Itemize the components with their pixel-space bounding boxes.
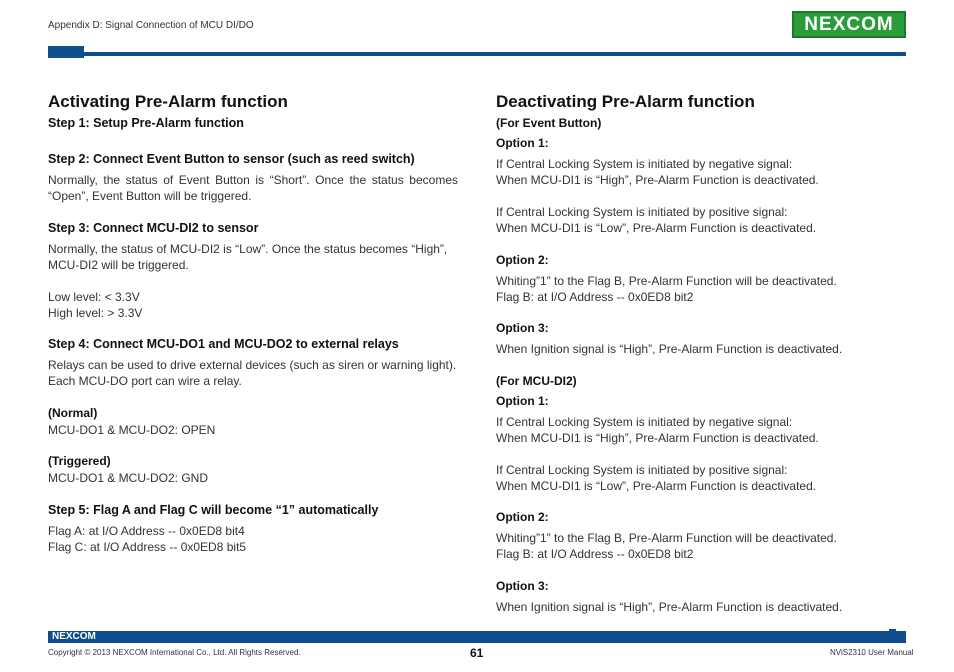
eb-option3-a: When Ignition signal is “High”, Pre-Alarm Function is deactivated. bbox=[496, 342, 843, 356]
step5-heading: Step 5: Flag A and Flag C will become “1” automatically bbox=[48, 503, 379, 517]
footer-square-icon bbox=[898, 636, 905, 643]
event-button-label: (For Event Button) bbox=[496, 116, 602, 130]
header-section-title: Appendix D: Signal Connection of MCU DI/DO bbox=[48, 20, 254, 31]
step4-text-2: Each MCU-DO port can wire a relay. bbox=[48, 374, 242, 388]
eb-option1-neg-b: When MCU-DI1 is “High”, Pre-Alarm Function is deactivated. bbox=[496, 173, 819, 187]
nexcom-logo: NEXCOM bbox=[792, 11, 906, 38]
triggered-label: (Triggered) bbox=[48, 454, 111, 468]
page-number: 61 bbox=[470, 646, 484, 660]
di2-option3-a: When Ignition signal is “High”, Pre-Alarm Function is deactivated. bbox=[496, 600, 843, 614]
deactivating-title: Deactivating Pre-Alarm function bbox=[496, 92, 755, 111]
eb-option1-pos-b: When MCU-DI1 is “Low”, Pre-Alarm Function is deactivated. bbox=[496, 221, 817, 235]
eb-option2-heading: Option 2: bbox=[496, 253, 549, 267]
copyright-text: Copyright © 2013 NEXCOM International Co., Ltd. All Rights Reserved. bbox=[48, 648, 301, 657]
eb-option1-heading: Option 1: bbox=[496, 136, 549, 150]
flag-c-text: Flag C: at I/O Address -- 0x0ED8 bit5 bbox=[48, 540, 247, 554]
eb-option2-a: Whiting”1” to the Flag B, Pre-Alarm Function will be deactivated. bbox=[496, 274, 837, 288]
step3-text: Normally, the status of MCU-DI2 is “Low”. Once the status becomes “High”, MCU-DI2 will be triggered. bbox=[48, 242, 448, 272]
header-divider bbox=[48, 52, 906, 56]
manual-name: NViS2310 User Manual bbox=[830, 648, 914, 657]
triggered-value: MCU-DO1 & MCU-DO2: GND bbox=[48, 471, 209, 485]
step2-heading: Step 2: Connect Event Button to sensor (such as reed switch) bbox=[48, 152, 415, 166]
right-column bbox=[496, 92, 916, 112]
activating-title: Activating Pre-Alarm function bbox=[48, 92, 288, 111]
footer-logo: NEXCOM bbox=[52, 631, 96, 642]
di2-option3-heading: Option 3: bbox=[496, 579, 549, 593]
footer-square-icon bbox=[889, 629, 896, 636]
step4-heading: Step 4: Connect MCU-DO1 and MCU-DO2 to external relays bbox=[48, 337, 399, 351]
di2-option1-neg-b: When MCU-DI1 is “High”, Pre-Alarm Function is deactivated. bbox=[496, 431, 819, 445]
normal-value: MCU-DO1 & MCU-DO2: OPEN bbox=[48, 423, 216, 437]
footer-bar bbox=[48, 631, 906, 643]
step3-heading: Step 3: Connect MCU-DI2 to sensor bbox=[48, 221, 259, 235]
high-level-text: High level: > 3.3V bbox=[48, 306, 143, 320]
di2-option1-pos-a: If Central Locking System is initiated by positive signal: bbox=[496, 463, 788, 477]
eb-option1-neg-a: If Central Locking System is initiated by negative signal: bbox=[496, 157, 793, 171]
left-column bbox=[48, 92, 468, 112]
di2-option2-b: Flag B: at I/O Address -- 0x0ED8 bit2 bbox=[496, 547, 694, 561]
step1-heading: Step 1: Setup Pre-Alarm function bbox=[48, 116, 244, 130]
normal-label: (Normal) bbox=[48, 406, 98, 420]
low-level-text: Low level: < 3.3V bbox=[48, 290, 140, 304]
step2-text: Normally, the status of Event Button is “Short”. Once the status becomes “Open”, Event Button will be triggered. bbox=[48, 173, 458, 203]
eb-option3-heading: Option 3: bbox=[496, 321, 549, 335]
di2-option1-neg-a: If Central Locking System is initiated by negative signal: bbox=[496, 415, 793, 429]
di2-option1-pos-b: When MCU-DI1 is “Low”, Pre-Alarm Function is deactivated. bbox=[496, 479, 817, 493]
flag-a-text: Flag A: at I/O Address -- 0x0ED8 bit4 bbox=[48, 524, 245, 538]
di2-option2-a: Whiting”1” to the Flag B, Pre-Alarm Function will be deactivated. bbox=[496, 531, 837, 545]
di2-option2-heading: Option 2: bbox=[496, 510, 549, 524]
di2-option1-heading: Option 1: bbox=[496, 394, 549, 408]
mcu-di2-label: (For MCU-DI2) bbox=[496, 374, 577, 388]
step4-text-1: Relays can be used to drive external devices (such as siren or warning light). bbox=[48, 358, 457, 372]
header-accent bbox=[48, 46, 84, 58]
eb-option1-pos-a: If Central Locking System is initiated by positive signal: bbox=[496, 205, 788, 219]
eb-option2-b: Flag B: at I/O Address -- 0x0ED8 bit2 bbox=[496, 290, 694, 304]
